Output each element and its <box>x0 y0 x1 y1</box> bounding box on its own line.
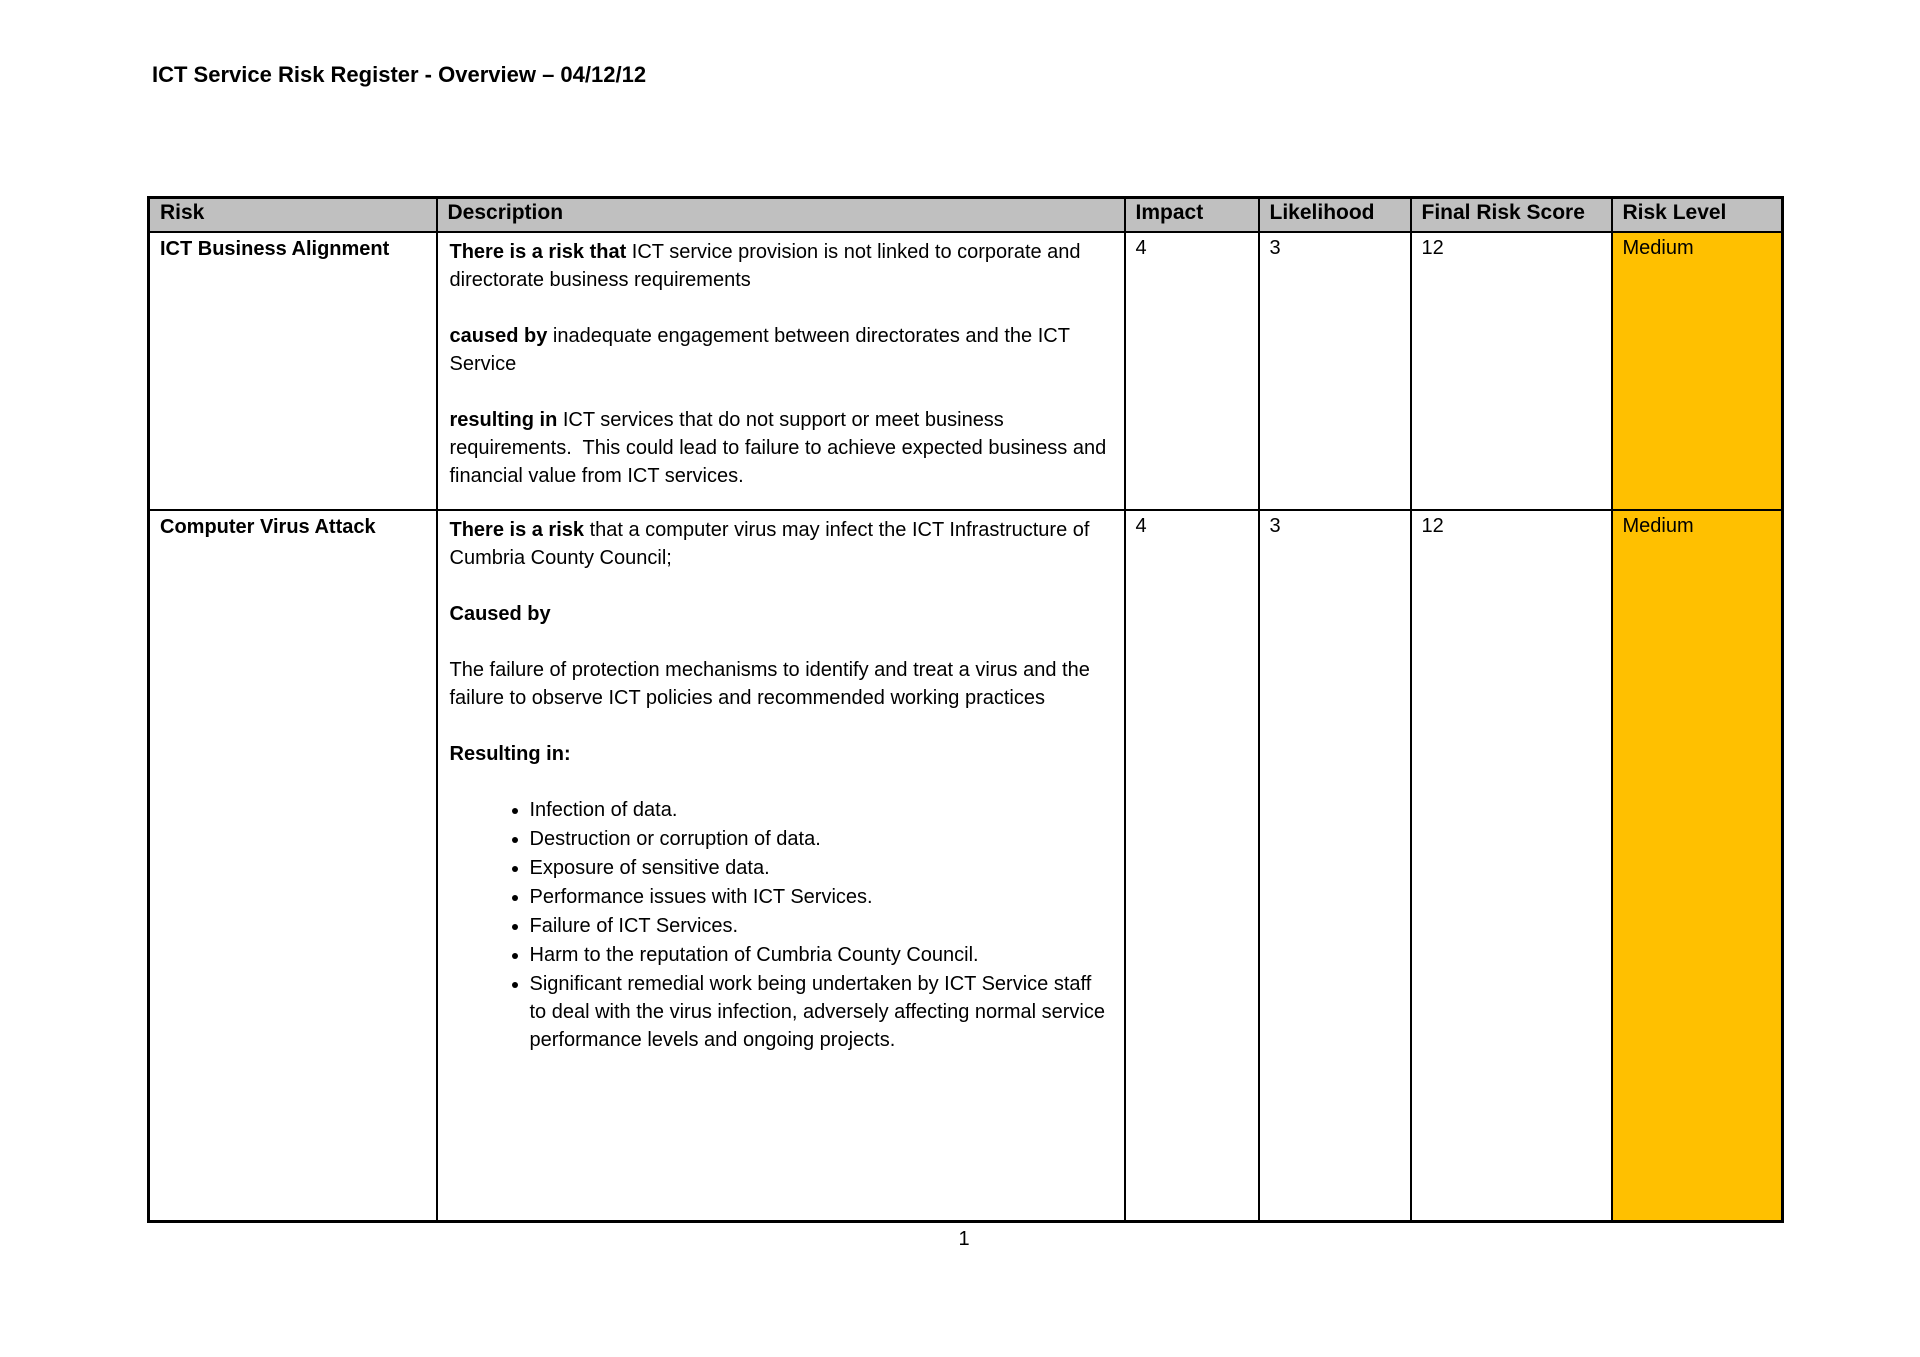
description-paragraph: The failure of protection mechanisms to identify and treat a virus and the failure to observe ICT policies and recommended working practices <box>449 658 1090 709</box>
header-cell-risk: Risk <box>149 198 437 232</box>
header-cell-description: Description <box>437 198 1125 232</box>
risk-name-cell: Computer Virus Attack <box>149 510 437 1222</box>
table-row-ict-business-alignment <box>149 232 1783 510</box>
risk-name-cell: ICT Business Alignment <box>149 232 437 510</box>
description-paragraph: resulting in ICT services that do not support or meet business requirements. This could lead to failure to achieve expected business and financial value from ICT services. <box>449 408 1107 487</box>
bullet-item: • Failure of ICT Services. <box>530 912 1112 940</box>
risk-register-table <box>147 196 1784 1223</box>
description-paragraph: Caused by <box>449 602 551 625</box>
bullet-item: • Significant remedial work being undertaken by ICT Service staff to deal with the virus infection, adversely affecting normal service performance levels and ongoing projects. <box>530 970 1112 1054</box>
risk-description-cell <box>437 510 1125 1222</box>
likelihood-cell: 3 <box>1259 510 1411 1222</box>
page-number: 1 <box>958 1228 970 1250</box>
header-cell-impact: Impact <box>1125 198 1259 232</box>
impact-cell: 4 <box>1125 232 1259 510</box>
bullet-item: • Destruction or corruption of data. <box>530 825 1112 853</box>
likelihood-cell: 3 <box>1259 232 1411 510</box>
impact-cell: 4 <box>1125 510 1259 1222</box>
header-cell-risk-level: Risk Level <box>1612 198 1783 232</box>
risk-level-cell: Medium <box>1612 232 1783 510</box>
bullet-item: • Harm to the reputation of Cumbria County Council. <box>530 941 1112 969</box>
page-title: ICT Service Risk Register - Overview – 04/12/12 <box>152 62 647 87</box>
bullet-item: • Infection of data. <box>530 796 1112 824</box>
description-paragraph: There is a risk that ICT service provision is not linked to corporate and directorate business requirements <box>449 240 1081 291</box>
description-paragraph: caused by inadequate engagement between directorates and the ICT Service <box>449 324 1070 375</box>
bullet-item: • Performance issues with ICT Services. <box>530 883 1112 911</box>
final-risk-score-cell: 12 <box>1411 232 1612 510</box>
header-cell-likelihood: Likelihood <box>1259 198 1411 232</box>
table-header-row <box>149 198 1783 232</box>
description-paragraph: There is a risk that a computer virus may infect the ICT Infrastructure of Cumbria County Council; <box>449 518 1090 569</box>
risk-level-cell: Medium <box>1612 510 1783 1222</box>
header-cell-final-risk-score: Final Risk Score <box>1411 198 1612 232</box>
description-bullet-list <box>450 796 1112 1054</box>
risk-description-cell <box>437 232 1125 510</box>
table-row-computer-virus-attack <box>149 510 1783 1222</box>
final-risk-score-cell: 12 <box>1411 510 1612 1222</box>
bullet-item: • Exposure of sensitive data. <box>530 854 1112 882</box>
description-paragraph: Resulting in: <box>449 742 571 765</box>
